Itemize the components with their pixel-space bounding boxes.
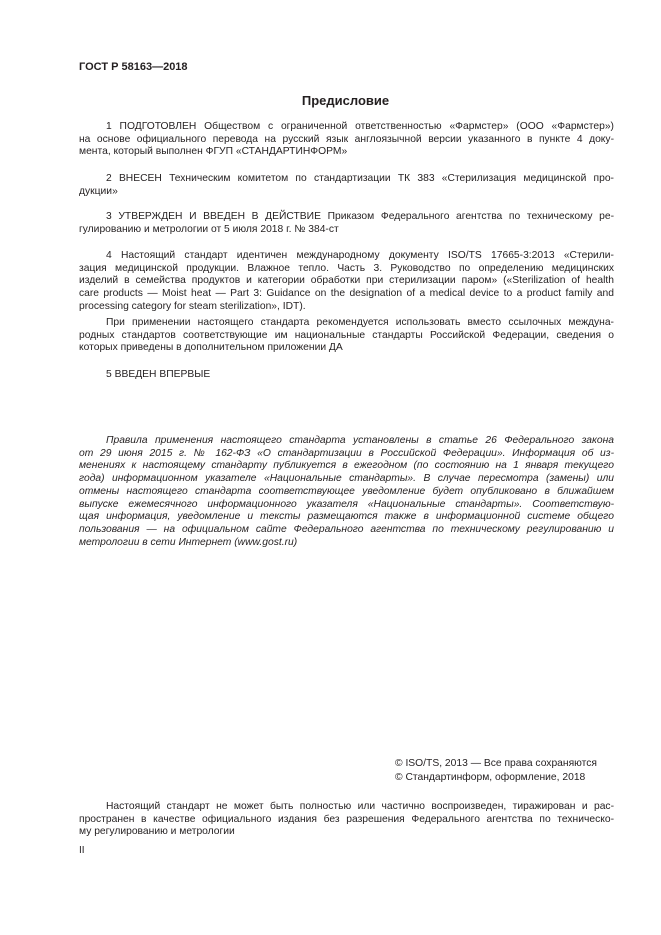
paragraph-line: 2 ВНЕСЕН Техническим комитетом по стандартизации ТК 383 «Стерилизация медицинской про- — [106, 173, 614, 184]
notice-line: года) информационном указателе «Национальные стандарты». В случае пересмотра (замены) или — [79, 473, 614, 485]
paragraph-3 — [79, 211, 614, 236]
notice-line: Правила применения настоящего стандарта установлены в статье 26 Федерального закона — [106, 435, 614, 446]
paragraph-1 — [79, 121, 614, 159]
paragraph-4 — [79, 250, 614, 314]
notice-line: выпуске ежемесячного информационного указателя «Национальные стандарты». Соответствую- — [79, 498, 614, 510]
paragraph-line: пространен в качестве официального издания без разрешения Федерального агентства по техническо- — [79, 813, 614, 825]
notice-line: отмены настоящего стандарта соответствующее уведомление будет опубликовано в ближайшем — [79, 485, 614, 497]
notice-line: менениях к настоящему стандарту публикуется в ежегодном (по состоянию на 1 января текущего — [79, 460, 614, 472]
reproduction-notice — [79, 801, 614, 839]
notice-line: щая информация, уведомление и тексты размещаются также в информационной системе общего — [79, 511, 614, 523]
paragraph-line: мента, который выполнен ФГУП «СТАНДАРТИНФОРМ» — [79, 146, 348, 158]
paragraph-line: 3 УТВЕРЖДЕН И ВВЕДЕН В ДЕЙСТВИЕ Приказом Федерального агентства по техническому ре- — [106, 211, 614, 222]
paragraph-line: 5 ВВЕДЕН ВПЕРВЫЕ — [106, 369, 211, 380]
paragraph-line: на основе официального перевода на русский язык англоязычной версии указанного в пункте 4 доку- — [79, 133, 614, 145]
copyright-standartinform: © Стандартинформ, оформление, 2018 — [395, 772, 586, 783]
paragraph-line: 4 Настоящий стандарт идентичен международному документу ISO/TS 17665-3:2013 «Стерили- — [106, 250, 614, 261]
paragraph-line: При применении настоящего стандарта рекомендуется использовать вместо ссылочных междуна- — [106, 317, 614, 328]
copyright-iso: © ISO/TS, 2013 — Все права сохраняются — [395, 758, 597, 769]
document-code: ГОСТ Р 58163—2018 — [79, 61, 188, 73]
paragraph-line: 1 ПОДГОТОВЛЕН Обществом с ограниченной ответственностью «Фармстер» (ООО «Фармстер») — [106, 121, 614, 132]
page-title: Предисловие — [301, 93, 390, 108]
notice-line: метрологии в сети Интернет (www.gost.ru) — [79, 536, 298, 548]
paragraph-line: care products — Moist heat — Part 3: Guidance on the designation of a medical device to a product family and — [79, 288, 614, 300]
page-number: II — [79, 845, 85, 856]
paragraph-line: которых приведены в дополнительном приложении ДА — [79, 342, 343, 354]
application-notice — [79, 435, 614, 549]
paragraph-line: processing category for steam sterilization», IDT). — [79, 300, 306, 312]
copyright-block — [395, 757, 597, 785]
paragraph-line: гулированию и метрологии от 5 июля 2018 г. № 384-ст — [79, 223, 339, 235]
paragraph-line: му регулированию и метрологии — [79, 826, 235, 838]
notice-line: от 29 июня 2015 г. № 162-ФЗ «О стандартизации в Российской Федерации». Информация об из- — [79, 447, 614, 459]
paragraph-line: изделий в семейства продуктов и категории обработки при стерилизации паром» («Sterilization of health — [79, 275, 614, 287]
notice-line: пользования — на официальном сайте Федерального агентства по техническому регулированию и — [79, 523, 614, 535]
paragraph-2 — [79, 173, 614, 198]
paragraph-line: дукции» — [79, 185, 118, 197]
paragraph-line: Настоящий стандарт не может быть полностью или частично воспроизведен, тиражирован и рас- — [106, 801, 614, 812]
paragraph-line: родных стандартов соответствующие им национальные стандарты Российской Федерации, сведения о — [79, 329, 614, 341]
paragraph-4-note — [79, 317, 614, 355]
paragraph-line: зация медицинской продукции. Влажное тепло. Часть 3. Руководство по определению медицинских — [79, 262, 614, 274]
paragraph-5 — [79, 369, 614, 382]
